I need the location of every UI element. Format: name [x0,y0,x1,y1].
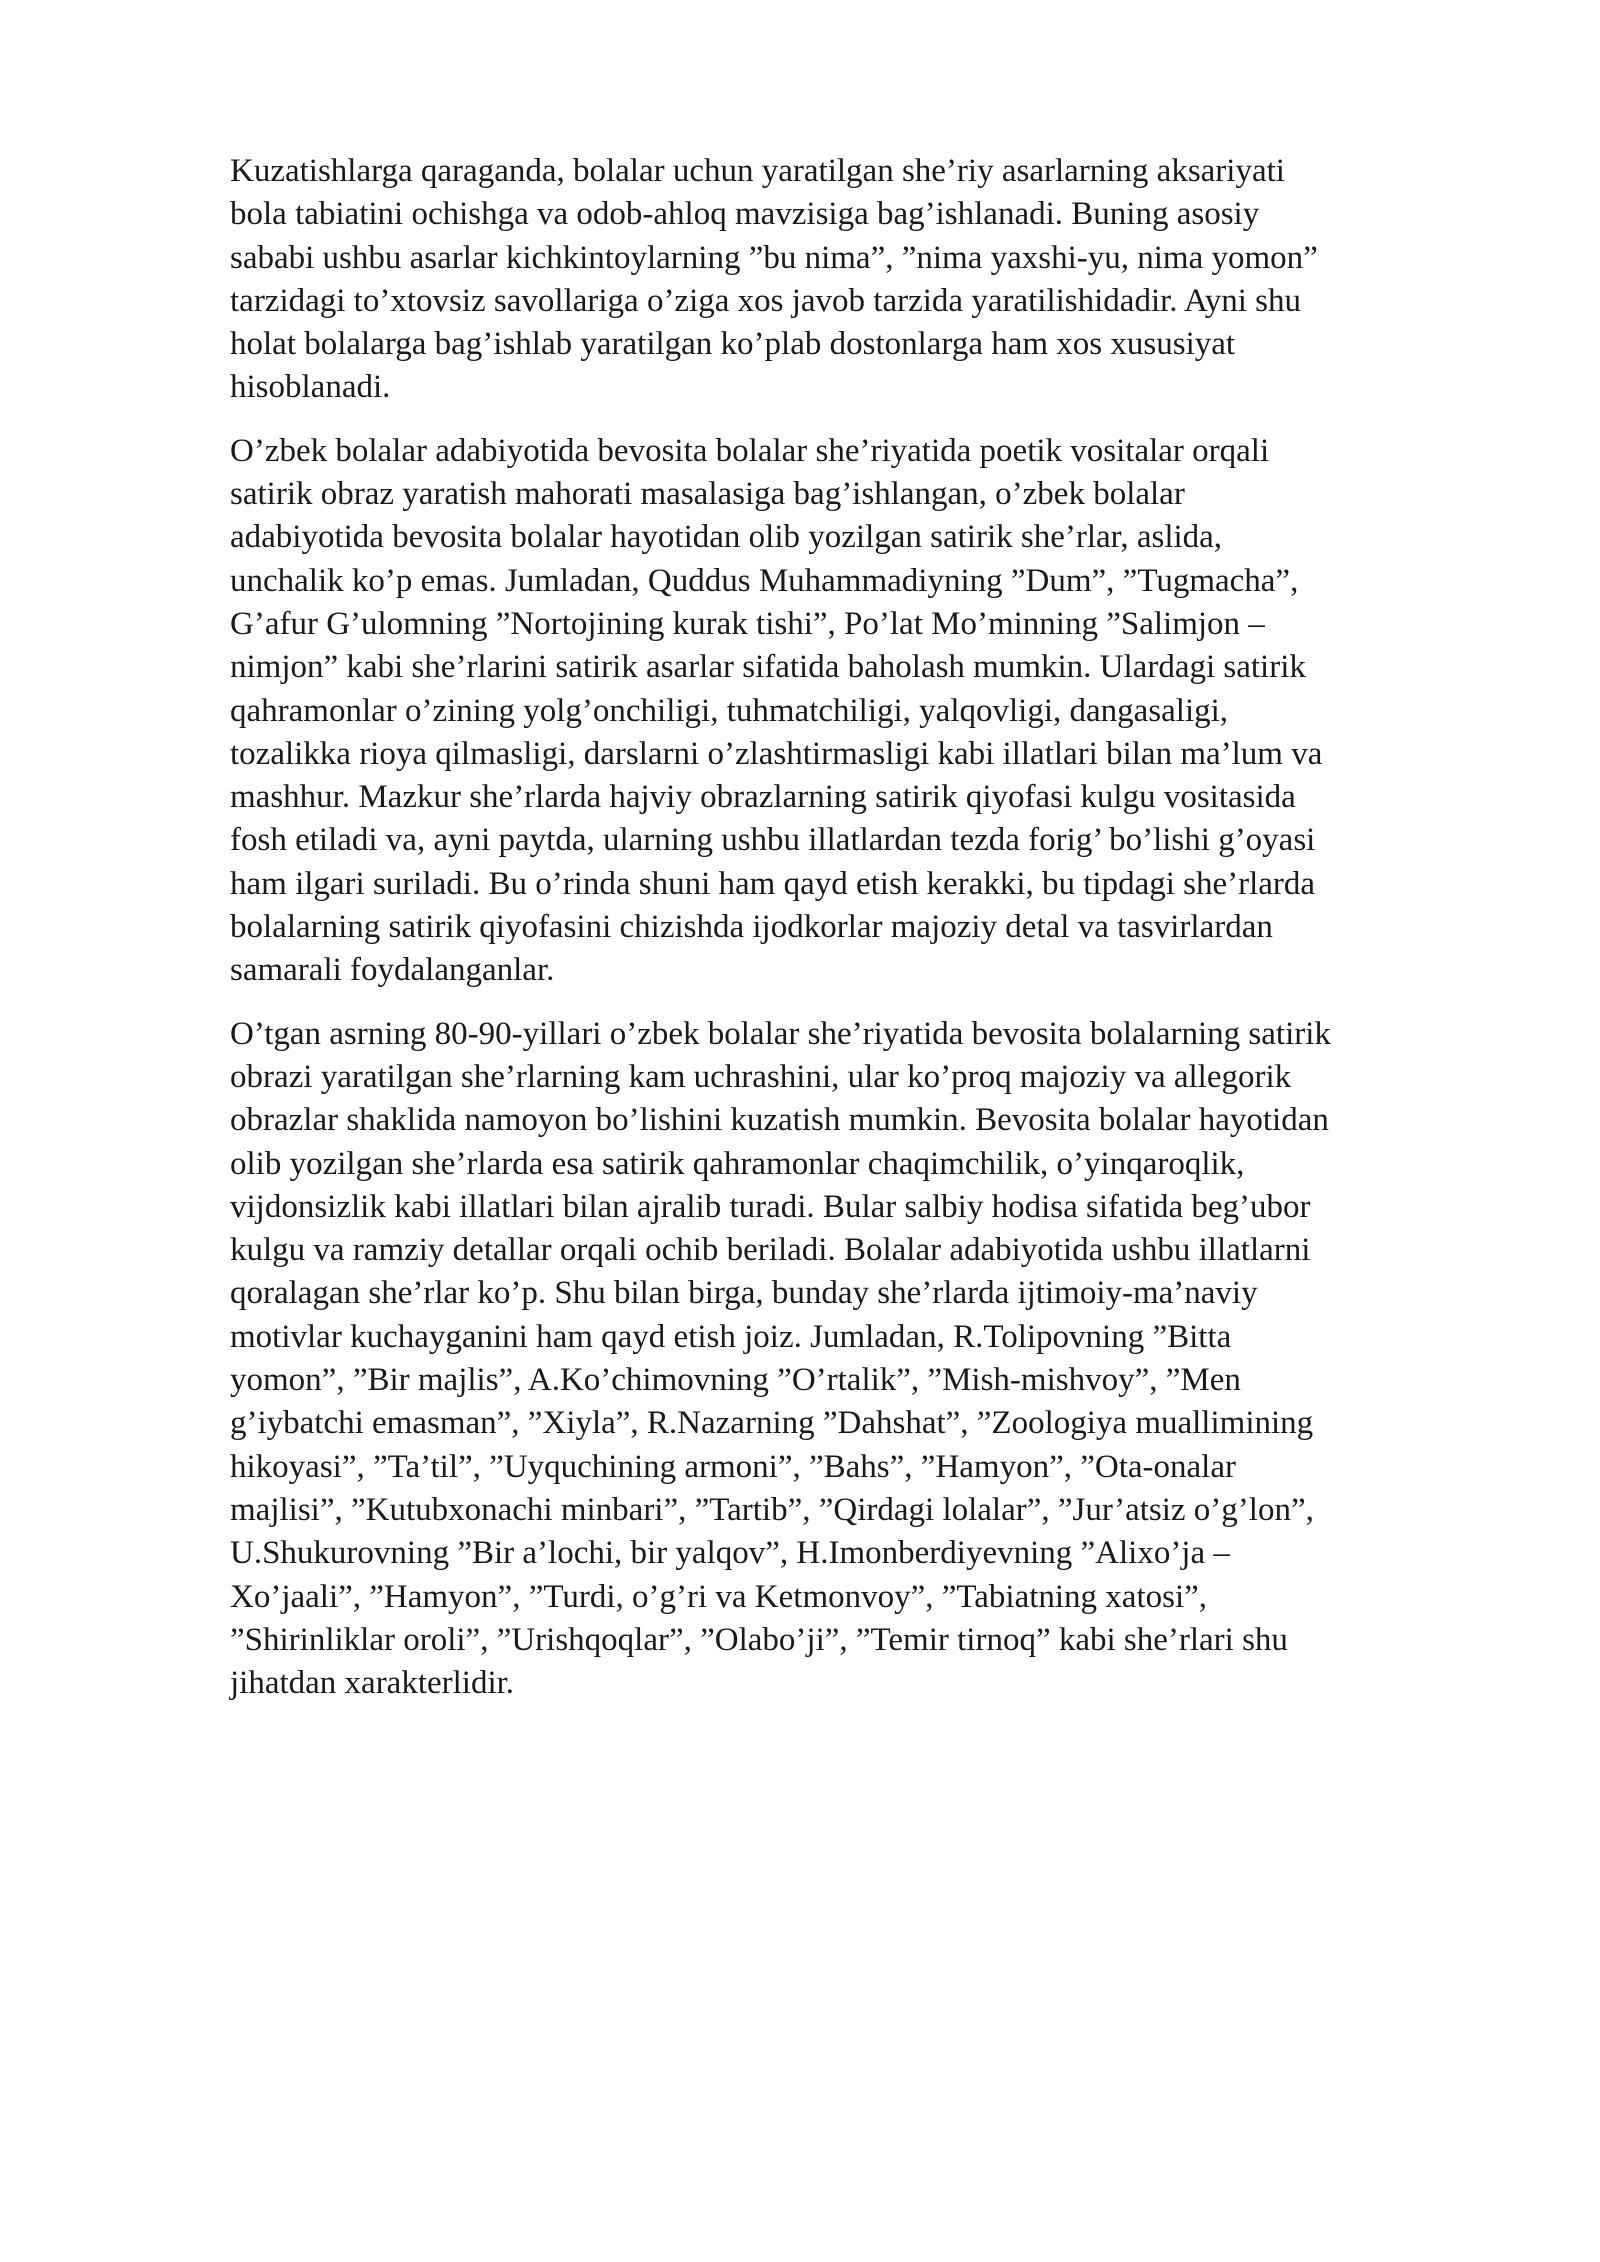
document-body [230,150,1500,1725]
paragraph-1: Kuzatishlarga qaraganda, bolalar uchun yaratilgan she’riy asarlarning aksariyati bola tabiatini ochishga va odob-ahloq mavzisiga bag’ishlanadi. Buning asosiy sababi ushbu asarlar kichkintoylarning ”bu nima”, ”nima yaxshi-yu, nima yomon” tarzidagi to’xtovsiz savollariga o’ziga xos javob tarzida yaratilishidadir. Ayni shu holat bolalarga bag’ishlab yaratilgan ko’plab dostonlarga ham xos xususiyat hisoblanadi. [230,153,1318,406]
paragraph-3: O’tgan asrning 80-90-yillari o’zbek bolalar she’riyatida bevosita bolalarning satirik obrazi yaratilgan she’rlarning kam uchrashini, ular ko’proq majoziy va allegorik obrazlar shaklida namoyon bo’lishini kuzatish mumkin. Bevosita bolalar hayotidan olib yozilgan she’rlarda esa satirik qahramonlar chaqimchilik, o’yinqaroqlik, vijdonsizlik kabi illatlari bilan ajralib turadi. Bular salbiy hodisa sifatida beg’ubor kulgu va ramziy detallar orqali ochib beriladi. Bolalar adabiyotida ushbu illatlarni qoralagan she’rlar ko’p. Shu bilan birga, bunday she’rlarda ijtimoiy-ma’naviy motivlar kuchayganini ham qayd etish joiz. Jumladan, R.Tolipovning ”Bitta yomon”, ”Bir majlis”, A.Ko’chimovning ”O’rtalik”, ”Mish-mishvoy”, ”Men g’iybatchi emasman”, ”Xiyla”, R.Nazarning ”Dahshat”, ”Zoologiya muallimining hikoyasi”, ”Ta’til”, ”Uyquchining armoni”, ”Bahs”, ”Hamyon”, ”Ota-onalar majlisi”, ”Kutubxonachi minbari”, ”Tartib”, ”Qirdagi lolalar”, ”Jur’atsiz o’g’lon”, U.Shukurovning ”Bir a’lochi, bir yalqov”, H.Imonberdiyevning ”Alixo’ja – Xo’jaali”, ”Hamyon”, ”Turdi, o’g’ri va Ketmonvoy”, ”Tabiatning xatosi”, ”Shirinliklar oroli”, ”Urishqoqlar”, ”Olabo’ji”, ”Temir tirnoq” kabi she’rlari shu jihatdan xarakterlidir. [230,1015,1331,1702]
paragraph-2: O’zbek bolalar adabiyotida bevosita bolalar she’riyatida poetik vositalar orqali satirik obraz yaratish mahorati masalasiga bag’ishlangan, o’zbek bolalar adabiyotida bevosita bolalar hayotidan olib yozilgan satirik she’rlar, aslida, unchalik ko’p emas. Jumladan, Quddus Muhammadiyning ”Dum”, ”Tugmacha”, G’afur G’ulomning ”Nortojining kurak tishi”, Po’lat Mo’minning ”Salimjon – nimjon” kabi she’rlarini satirik asarlar sifatida baholash mumkin. Ulardagi satirik qahramonlar o’zining yolg’onchiligi, tuhmatchiligi, yalqovligi, dangasaligi, tozalikka rioya qilmasligi, darslarni o’zlashtirmasligi kabi illatlari bilan ma’lum va mashhur. Mazkur she’rlarda hajviy obrazlarning satirik qiyofasi kulgu vositasida fosh etiladi va, ayni paytda, ularning ushbu illatlardan tezda forig’ bo’lishi g’oyasi ham ilgari suriladi. Bu o’rinda shuni ham qayd etish kerakki, bu tipdagi she’rlarda bolalarning satirik qiyofasini chizishda ijodkorlar majoziy detal va tasvirlardan samarali foydalanganlar. [230,432,1323,989]
